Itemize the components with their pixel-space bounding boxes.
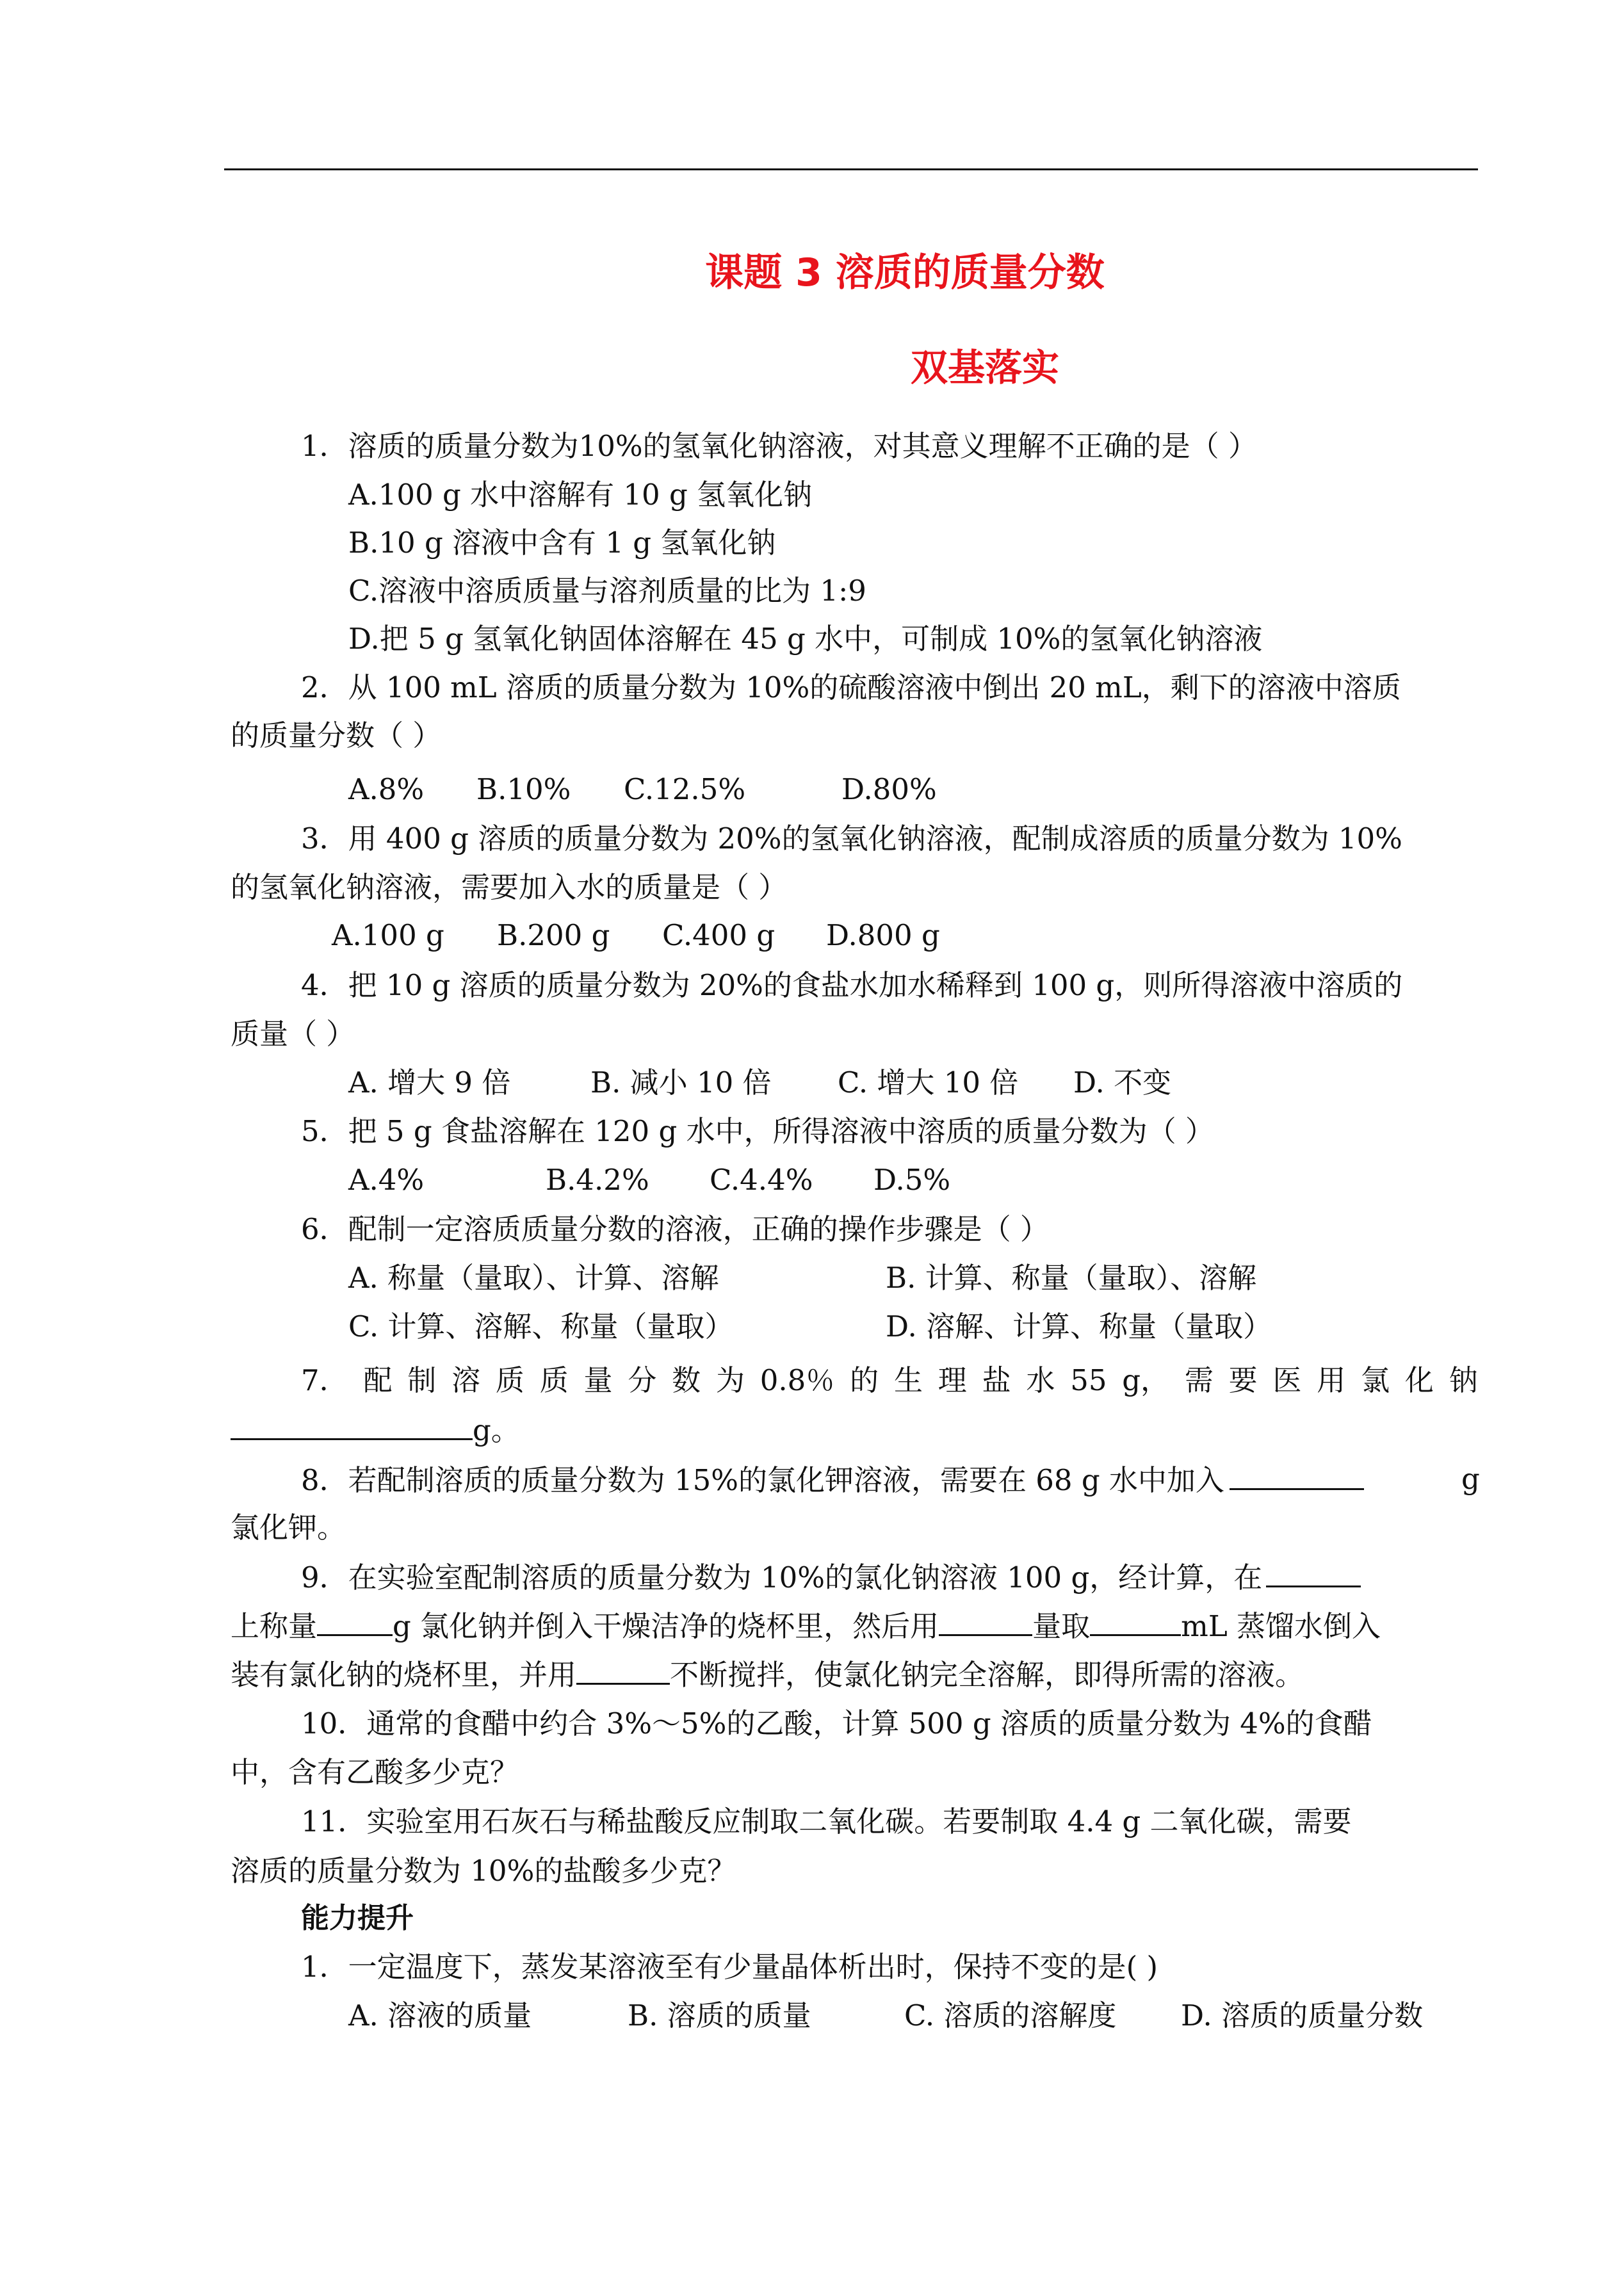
question-2-option-d: D.80% bbox=[841, 772, 937, 806]
question-11-stem-cont: 溶质的质量分数为 10%的盐酸多少克？ bbox=[231, 1854, 736, 1888]
q7-word: 氯 bbox=[1361, 1363, 1390, 1397]
q7-word: 55 bbox=[1070, 1363, 1107, 1397]
question-6-stem: 6．配制一定溶质质量分数的溶液，正确的操作步骤是（ ） bbox=[301, 1212, 1049, 1246]
question-3-stem: 3．用 400 g 溶质的质量分数为 20%的氢氧化钠溶液，配制成溶质的质量分数为 10% bbox=[301, 822, 1402, 856]
question-1-stem: 1．溶质的质量分数为10%的氢氧化钠溶液，对其意义理解不正确的是（ ） bbox=[301, 429, 1257, 463]
question-6-option-c: C. 计算、溶解、称量（量取） bbox=[348, 1310, 734, 1343]
q7-word: 的 bbox=[850, 1363, 879, 1397]
ability-question-1-stem: 1．一定温度下，蒸发某溶液至有少量晶体析出时，保持不变的是( ) bbox=[301, 1950, 1158, 1984]
question-4-options bbox=[348, 1064, 1171, 1102]
q7-word: 质 bbox=[539, 1363, 569, 1397]
question-3-option-d: D.800 g bbox=[826, 918, 940, 952]
question-3-stem-cont: 的氢氧化钠溶液，需要加入水的质量是（ ） bbox=[231, 870, 788, 904]
q7-word: 配 bbox=[363, 1363, 393, 1397]
q7-word: 理 bbox=[938, 1363, 967, 1397]
q7-word: 分 bbox=[628, 1363, 657, 1397]
question-5-stem: 5．把 5 g 食盐溶解在 120 g 水中，所得溶液中溶质的质量分数为（ ） bbox=[301, 1114, 1214, 1148]
question-9-text-3b: 不断搅拌，使氯化钠完全溶解，即得所需的溶液。 bbox=[670, 1658, 1304, 1692]
question-2-option-c: C.12.5% bbox=[624, 772, 746, 806]
question-8-stem bbox=[301, 1460, 1364, 1500]
question-7-answer-line bbox=[231, 1410, 520, 1450]
q7-word: 质 bbox=[495, 1363, 524, 1397]
question-2-stem-cont: 的质量分数（ ） bbox=[231, 718, 442, 752]
q7-word: 数 bbox=[672, 1363, 701, 1397]
q7-word: 医 bbox=[1272, 1363, 1302, 1397]
question-2-stem: 2．从 100 mL 溶质的质量分数为 10%的硫酸溶液中倒出 20 mL，剩下的溶液中溶质 bbox=[301, 670, 1401, 704]
question-2-options bbox=[348, 770, 937, 809]
q7-word: g， bbox=[1122, 1363, 1170, 1397]
ability-question-1-option-b: B. 溶质的质量 bbox=[628, 1999, 811, 2032]
q7-word: 要 bbox=[1228, 1363, 1258, 1397]
question-9-line-2 bbox=[231, 1606, 1381, 1646]
q7-word: 用 bbox=[1317, 1363, 1346, 1397]
question-7-unit: g。 bbox=[473, 1413, 520, 1447]
question-9-text: 9．在实验室配制溶质的质量分数为 10%的氯化钠溶液 100 g，经计算，在 bbox=[301, 1561, 1263, 1594]
q7-word: 水 bbox=[1026, 1363, 1055, 1397]
question-7-stem bbox=[301, 1361, 1478, 1400]
question-6-option-d: D. 溶解、计算、称量（量取） bbox=[886, 1310, 1272, 1343]
q7-word: 量 bbox=[583, 1363, 613, 1397]
question-9-blank-volume[interactable] bbox=[1090, 1606, 1181, 1636]
question-2-option-a: A.8% bbox=[348, 772, 425, 806]
question-9-text-2a: 上称量 bbox=[231, 1609, 318, 1643]
question-1-option-a: A.100 g 水中溶解有 10 g 氢氧化钠 bbox=[348, 478, 813, 512]
question-9-line-3 bbox=[231, 1655, 1304, 1694]
question-1-option-c: C.溶液中溶质质量与溶剂质量的比为 1:9 bbox=[348, 574, 866, 608]
question-7-answer-blank[interactable] bbox=[231, 1410, 473, 1440]
question-9-text-2c: 量取 bbox=[1032, 1609, 1091, 1643]
ability-question-1-option-a: A. 溶液的质量 bbox=[348, 1999, 532, 2032]
q7-word: 制 bbox=[407, 1363, 437, 1397]
question-5-option-c: C.4.4% bbox=[710, 1163, 813, 1197]
question-9-blank-mass[interactable] bbox=[317, 1606, 393, 1636]
question-3-options bbox=[332, 916, 940, 955]
q7-word: 7． bbox=[301, 1363, 348, 1397]
q7-word: 需 bbox=[1184, 1363, 1214, 1397]
question-9-stem bbox=[301, 1557, 1361, 1597]
question-3-option-c: C.400 g bbox=[662, 918, 775, 952]
q7-word: 化 bbox=[1404, 1363, 1434, 1397]
page-title: 课题 3 溶质的质量分数 bbox=[705, 250, 1105, 295]
question-4-stem: 4．把 10 g 溶质的质量分数为 20%的食盐水加水稀释到 100 g，则所得溶液中溶质的 bbox=[301, 968, 1403, 1002]
question-9-blank-stirrer[interactable] bbox=[576, 1655, 670, 1685]
question-6-option-b: B. 计算、称量（量取）、溶解 bbox=[886, 1261, 1257, 1295]
header-rule bbox=[224, 168, 1478, 170]
question-11-stem: 11．实验室用石灰石与稀盐酸反应制取二氧化碳。若要制取 4.4 g 二氧化碳，需要 bbox=[301, 1804, 1352, 1838]
q7-word: 生 bbox=[893, 1363, 923, 1397]
q7-word: 溶 bbox=[451, 1363, 481, 1397]
question-1-option-b: B.10 g 溶液中含有 1 g 氢氧化钠 bbox=[348, 526, 776, 560]
q7-word: 盐 bbox=[982, 1363, 1011, 1397]
question-8-unit: g bbox=[1461, 1462, 1480, 1496]
ability-question-1-options bbox=[348, 1997, 1423, 2035]
question-2-option-b: B.10% bbox=[476, 772, 571, 806]
question-3-option-a: A.100 g bbox=[332, 918, 444, 952]
q7-word: 为 bbox=[715, 1363, 745, 1397]
section-title-basics: 双基落实 bbox=[910, 346, 1059, 389]
question-5-option-d: D.5% bbox=[873, 1163, 951, 1197]
q7-word: 钠 bbox=[1449, 1363, 1478, 1397]
question-4-option-b: B. 减小 10 倍 bbox=[590, 1066, 772, 1099]
ability-question-1-option-c: C. 溶质的溶解度 bbox=[904, 1999, 1117, 2032]
question-6-option-a: A. 称量（量取）、计算、溶解 bbox=[348, 1261, 719, 1295]
q7-word: 0.8％ bbox=[759, 1363, 835, 1397]
question-4-option-d: D. 不变 bbox=[1073, 1066, 1172, 1099]
question-9-blank-instrument[interactable] bbox=[1266, 1557, 1361, 1587]
question-4-option-c: C. 增大 10 倍 bbox=[838, 1066, 1019, 1099]
ability-question-1-option-d: D. 溶质的质量分数 bbox=[1181, 1999, 1424, 2032]
question-9-text-2d: mL 蒸馏水倒入 bbox=[1181, 1609, 1381, 1643]
question-5-option-a: A.4% bbox=[348, 1163, 425, 1197]
question-3-option-b: B.200 g bbox=[497, 918, 610, 952]
question-1-option-d: D.把 5 g 氢氧化钠固体溶解在 45 g 水中，可制成 10%的氢氧化钠溶液 bbox=[348, 622, 1263, 656]
question-4-stem-cont: 质量（ ） bbox=[231, 1017, 355, 1051]
section-title-ability: 能力提升 bbox=[301, 1902, 414, 1934]
question-8-text: 8．若配制溶质的质量分数为 15%的氯化钾溶液，需要在 68 g 水中加入 bbox=[301, 1463, 1224, 1497]
question-9-text-2b: g 氯化钠并倒入干燥洁净的烧杯里，然后用 bbox=[393, 1609, 939, 1643]
question-9-text-3a: 装有氯化钠的烧杯里，并用 bbox=[231, 1658, 577, 1692]
question-5-options bbox=[348, 1161, 950, 1199]
question-5-option-b: B.4.2% bbox=[546, 1163, 649, 1197]
question-8-answer-blank[interactable] bbox=[1230, 1460, 1364, 1490]
question-10-stem-cont: 中，含有乙酸多少克？ bbox=[231, 1755, 519, 1789]
question-8-stem-cont: 氯化钾。 bbox=[231, 1511, 346, 1545]
question-4-option-a: A. 增大 9 倍 bbox=[348, 1066, 511, 1099]
question-10-stem: 10．通常的食醋中约合 3%～5%的乙酸，计算 500 g 溶质的质量分数为 4%的食醋 bbox=[301, 1707, 1372, 1740]
question-9-blank-tool[interactable] bbox=[939, 1606, 1032, 1636]
